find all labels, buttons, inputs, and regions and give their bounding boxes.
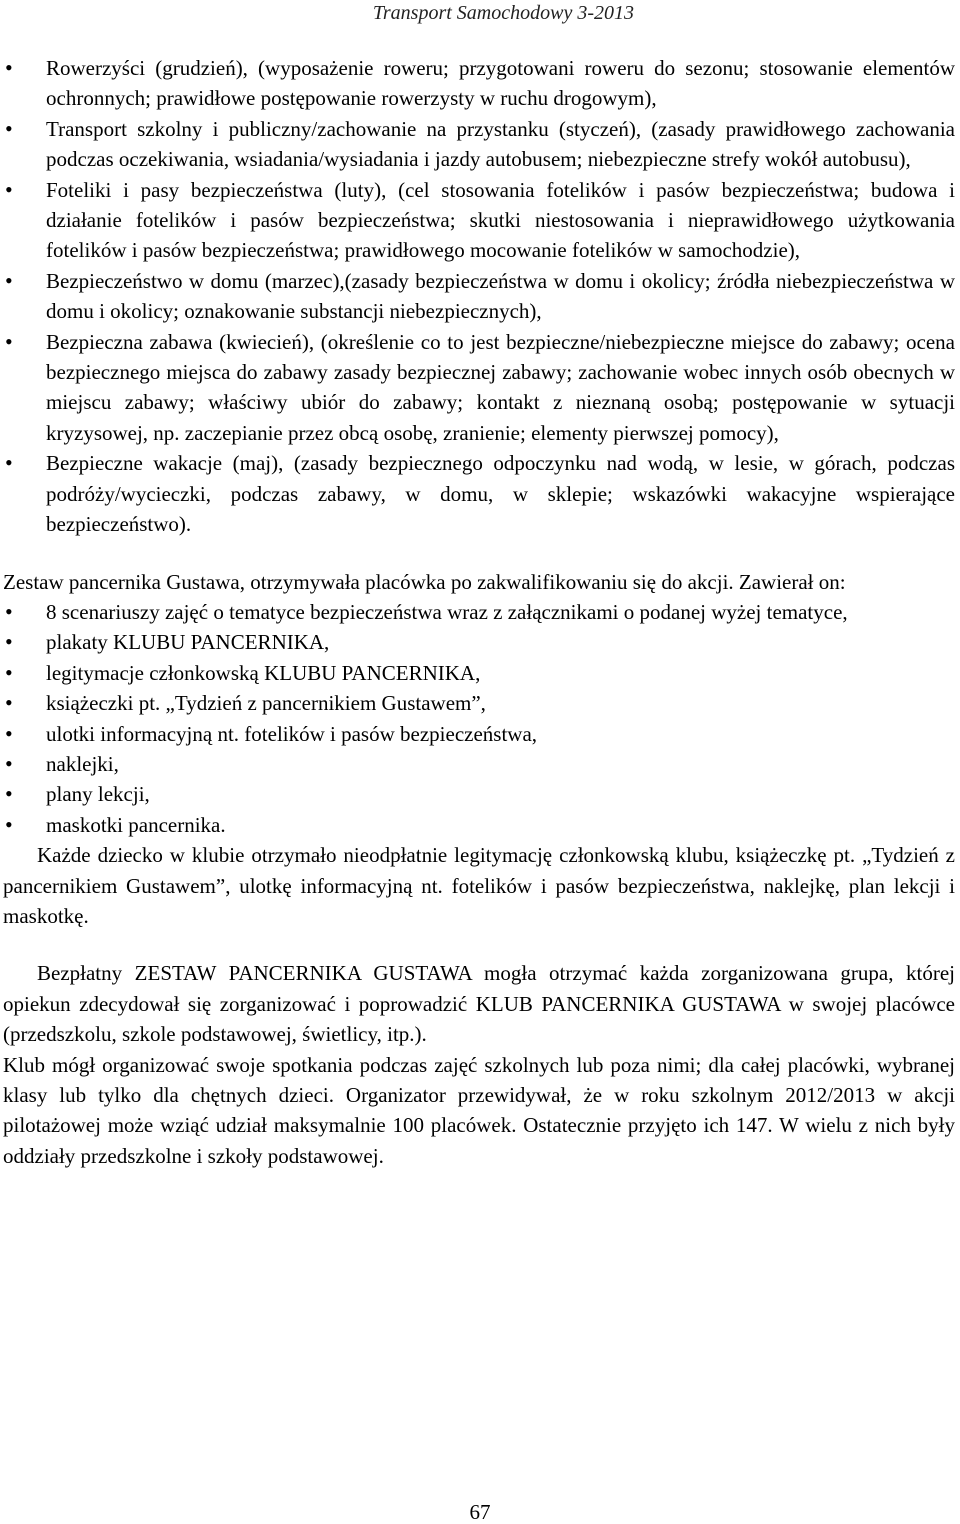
page-body (3, 53, 955, 1171)
kit-item: • legitymacje członkowską KLUBU PANCERNIKA, (46, 658, 955, 688)
topic-item-safe-play: • Bezpieczna zabawa (kwiecień), (określenie co to jest bezpieczne/niebezpieczne miejsce do zabawy; ocena bezpiecznego miejsca do zabawy zasady bezpiecznej zabawy; zachowanie wobec innych osób obecnych w miejscu zabawy; właściwy ubiór do zabawy; kontakt z nieznaną osobą; postępowanie w sytuacji kryzysowej, np. zaczepianie przez obcą osobę, zranienie; elementy pierwszej pomocy), (46, 327, 955, 449)
kit-item: • maskotki pancernika. (46, 810, 955, 840)
page-number: 67 (469, 1500, 491, 1524)
kit-item: • 8 scenariuszy zajęć o tematyce bezpieczeństwa wraz z załącznikami o podanej wyżej tematyce, (46, 597, 955, 627)
topic-item-car-seats: • Foteliki i pasy bezpieczeństwa (luty), (cel stosowania fotelików i pasów bezpieczeństwa; budowa i działanie fotelików i pasów bezpieczeństwa; skutki niestosowania i nieprawidłowego użytkowania fotelików i pasów bezpieczeństwa; prawidłowego mocowanie fotelików w samochodzie), (46, 175, 955, 266)
topic-item-school-transport: • Transport szkolny i publiczny/zachowanie na przystanku (styczeń), (zasady prawidłowego zachowania podczas oczekiwania, wsiadania/wysiadania i jazdy autobusem; niebezpieczne strefy wokół autobusu), (46, 114, 955, 175)
running-header: Transport Samochodowy 3-2013 (372, 2, 634, 24)
topic-list (3, 53, 955, 540)
club-meetings-paragraph: Klub mógł organizować swoje spotkania podczas zajęć szkolnych lub poza nimi; dla całej placówki, wybranej klasy lub tylko dla chętnych dzieci. Organizator przewidywał, że w roku szkolnym 2012/2013 w akcji pilotażowej może wziąć udział maksymalnie 100 placówek. Ostatecznie przyjęto ich 147. W wielu z nich były oddziały przedszkolne i szkoły podstawowej. (3, 1052, 955, 1168)
topic-item-cyclists: • Rowerzyści (grudzień), (wyposażenie roweru; przygotowani roweru do sezonu; stosowanie elementów ochronnych; prawidłowe postępowanie rowerzysty w ruchu drogowym), (46, 53, 955, 114)
topic-item-safe-holidays: • Bezpieczne wakacje (maj), (zasady bezpiecznego odpoczynku nad wodą, w lesie, w górach, podczas podróży/wycieczki, podczas zabawy, w domu, w sklepie; wskazówki wakacyjne wspierające bezpieczeństwo). (46, 448, 955, 539)
kit-item: • ulotki informacyjną nt. fotelików i pasów bezpieczeństwa, (46, 719, 955, 749)
kit-item: • naklejki, (46, 749, 955, 779)
kit-intro-paragraph: Zestaw pancernika Gustawa, otrzymywała placówka po zakwalifikowaniu się do akcji. Zawierał on: (3, 569, 846, 594)
topic-item-home-safety: • Bezpieczeństwo w domu (marzec),(zasady bezpieczeństwa w domu i okolicy; źródła niebezpieczeństwa w domu i okolicy; oznakowanie substancji niebezpiecznych), (46, 266, 955, 327)
kit-contents-list (3, 597, 955, 840)
kit-item: • książeczki pt. „Tydzień z pancernikiem Gustawem”, (46, 688, 955, 718)
child-receives-paragraph: Każde dziecko w klubie otrzymało nieodpłatnie legitymację członkowską klubu, książeczkę pt. „Tydzień z pancernikiem Gustawem”, ulotkę informacyjną nt. fotelików i pasów bezpieczeństwa, naklejkę, plan lekcji i maskotkę. (3, 843, 955, 928)
kit-item: • plany lekcji, (46, 779, 955, 809)
kit-item: • plakaty KLUBU PANCERNIKA, (46, 627, 955, 657)
free-kit-paragraph: Bezpłatny ZESTAW PANCERNIKA GUSTAWA mogła otrzymać każda zorganizowana grupa, której opiekun zdecydował się zorganizować i poprowadzić KLUB PANCERNIKA GUSTAWA w swojej placówce (przedszkolu, szkole podstawowej, świetlicy, itp.). (3, 961, 955, 1047)
